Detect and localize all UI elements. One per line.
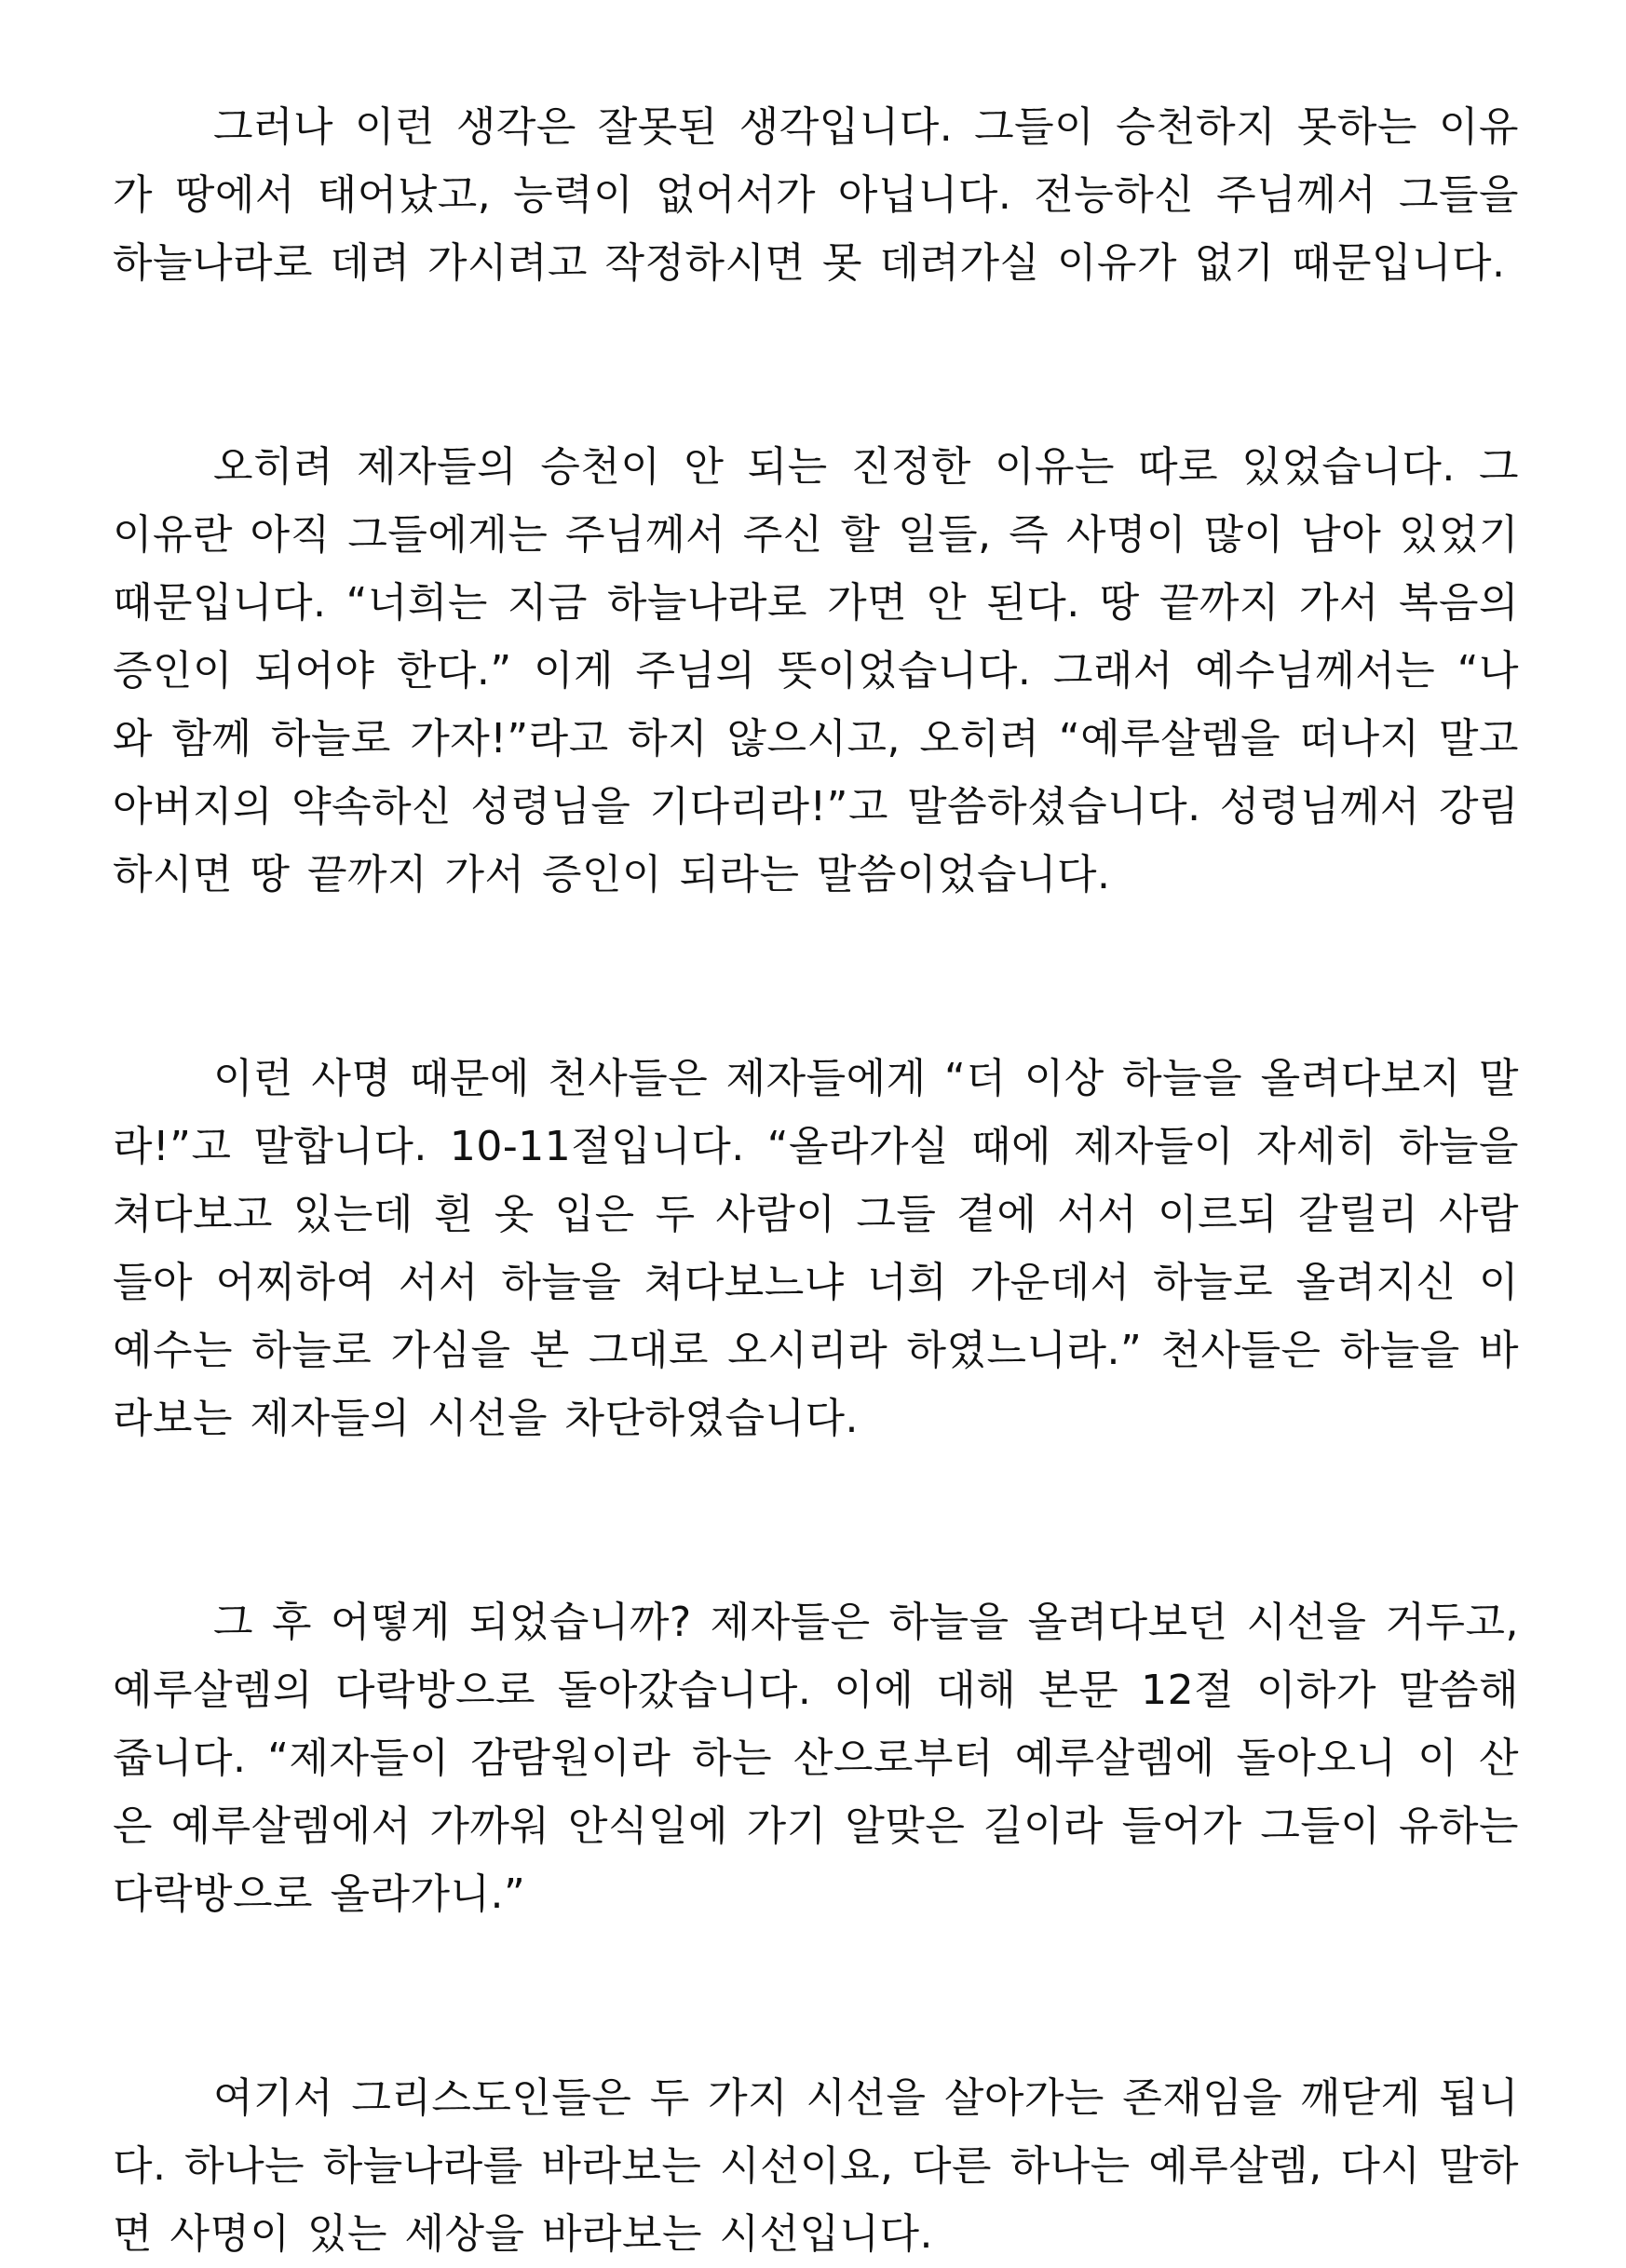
- paragraph-4: 그 후 어떻게 되었습니까? 제자들은 하늘을 올려다보던 시선을 거두고, 예루살렘의 다락방으로 돌아갔습니다. 이에 대해 본문 12절 이하가 말씀해 줍니다. “제자들이 감람원이라 하는 산으로부터 예루살렘에 돌아오니 이 산은 예루살렘에서 가까워 안식일에 가기 알맞은 길이라 들어가 그들이 유하는 다락방으로 올라가니.”: [113, 1599, 1519, 1918]
- paragraph-2: 오히려 제자들의 승천이 안 되는 진정한 이유는 따로 있었습니다. 그 이유란 아직 그들에게는 주님께서 주신 할 일들, 즉 사명이 많이 남아 있었기 때문입니다. “너희는 지금 하늘나라로 가면 안 된다. 땅 끝까지 가서 복음의 증인이 되어야 한다.” 이게 주님의 뜻이었습니다. 그래서 예수님께서는 “나와 함께 하늘로 가자!”라고 하지 않으시고, 오히려 “예루살렘을 떠나지 말고 아버지의 약속하신 성령님을 기다리라!”고 말씀하셨습니다. 성령님께서 강림하시면 땅 끝까지 가서 증인이 되라는 말씀이었습니다.: [113, 443, 1520, 898]
- paragraph-3: 이런 사명 때문에 천사들은 제자들에게 “더 이상 하늘을 올려다보지 말라!”고 말합니다. 10-11절입니다. “올라가실 때에 제자들이 자세히 하늘을 쳐다보고 있는데 흰 옷 입은 두 사람이 그들 곁에 서서 이르되 갈릴리 사람들아 어찌하여 서서 하늘을 쳐다보느냐 너희 가운데서 하늘로 올려지신 이 예수는 하늘로 가심을 본 그대로 오시리라 하였느니라.” 천사들은 하늘을 바라보는 제자들의 시선을 차단하였습니다.: [113, 1055, 1519, 1442]
- paragraph-5: 여기서 그리스도인들은 두 가지 시선을 살아가는 존재임을 깨닫게 됩니다. 하나는 하늘나라를 바라보는 시선이요, 다른 하나는 예루살렘, 다시 말하면 사명이 있는 세상을 바라보는 시선입니다.: [113, 2074, 1520, 2258]
- document-page: [113, 93, 1519, 2268]
- paragraph-1: 그러나 이런 생각은 잘못된 생각입니다. 그들이 승천하지 못하는 이유가 땅에서 태어났고, 능력이 없어서가 아닙니다. 전능하신 주님께서 그들을 하늘나라로 데려 가시려고 작정하시면 못 데려가실 이유가 없기 때문입니다.: [113, 103, 1519, 287]
